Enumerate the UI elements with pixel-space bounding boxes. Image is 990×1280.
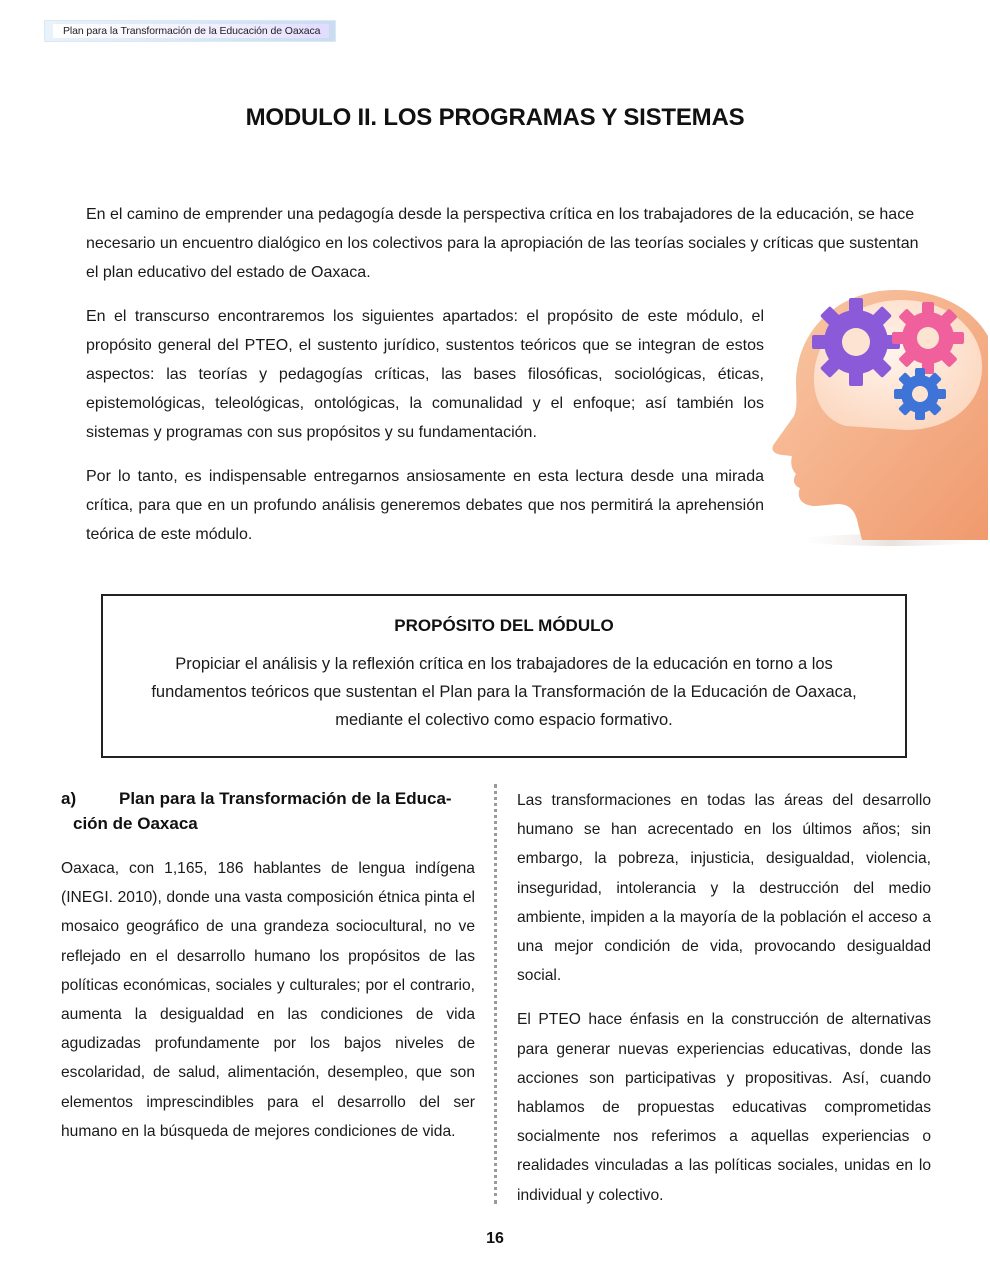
section-a-paragraph-2: Las transformaciones en todas las áreas del desarrollo humano se han acrecentado en los últimos años; sin embargo, la pobreza, injusticia, desigualdad, violencia, inseguridad, intolerancia y la destrucción del medio ambiente, impiden a la mayoría de la población el acceso a una mejor condición de vida, provocando desigualdad social. xyxy=(517,792,931,985)
purpose-text: Propiciar el análisis y la reflexión crítica en los trabajadores de la educación en torno a los fundamentos teóricos que sustentan el Plan para la Transformación de la Educación de Oaxaca, mediante el colectivo como espacio formativo. xyxy=(151,655,857,729)
intro-paragraph-1: En el camino de emprender una pedagogía desde la perspectiva crítica en los trabajadores de la educación, se hace necesario un encuentro dialógico en los colectivos para la apropiación de las teorías sociales y críticas que sustentan el plan educativo del estado de Oaxaca. xyxy=(86,206,919,281)
head-with-gears-icon xyxy=(766,284,990,552)
section-a-marker: a) xyxy=(61,789,77,808)
column-divider xyxy=(494,784,497,1204)
intro-paragraph-2: En el transcurso encontraremos los siguientes apartados: el propósito de este módulo, el propósito general del PTEO, el sustento jurídico, sustentos teóricos que se integran de estos aspectos: las teorías y pedagogías críticas, las bases filosóficas, sociológicas, éticas, epistemológicas, teleológicas, ontológicas, la comunalidad y el enfoque; así también los sistemas y programas con sus propósitos y su fundamentación. xyxy=(86,308,764,441)
section-a-heading-line1: Plan para la Transformación de la Educa- xyxy=(119,789,452,808)
intro-paragraph-3: Por lo tanto, es indispensable entregarnos ansiosamente en esta lectura desde una mirada crítica, para que en un profundo análisis generemos debates que nos permitirá la aprehensión teórica de este módulo. xyxy=(86,468,764,543)
section-a-heading xyxy=(61,786,475,836)
purpose-box xyxy=(101,594,907,758)
left-column xyxy=(61,786,475,1160)
gear-purple-icon xyxy=(812,298,900,386)
right-column xyxy=(517,786,931,1225)
section-a-paragraph-3: El PTEO hace énfasis en la construcción de alternativas para generar nuevas experiencias educativas, donde las acciones son participativas y propositivas. Así, cuando hablamos de propuestas educativas comprometidas socialmente nos referimos a aquellas experiencias o realidades vinculadas a las políticas sociales, unidas en lo individual y colectivo. xyxy=(517,1011,931,1204)
gear-blue-icon xyxy=(894,368,946,420)
running-header xyxy=(44,20,336,42)
section-a-paragraph-1: Oaxaca, con 1,165, 186 hablantes de lengua indígena (INEGI. 2010), donde una vasta composición étnica pinta el mosaico geográfico de una grandeza sociocultural, no ve reflejado en el desarrollo humano los propósitos de las políticas económicas, sociales y culturales; por el contrario, aumenta la desigualdad en las condiciones de vida agudizadas profundamente por los bajos niveles de escolaridad, de salud, alimentación, desempleo, que son elementos imprescindibles para el desarrollo del ser humano en la búsqueda de mejores condiciones de vida. xyxy=(61,860,475,1140)
gear-pink-icon xyxy=(892,302,964,374)
running-header-text: Plan para la Transformación de la Educación de Oaxaca xyxy=(63,25,321,37)
section-a-heading-line2: ción de Oaxaca xyxy=(73,814,198,833)
page-title: MODULO II. LOS PROGRAMAS Y SISTEMAS xyxy=(245,104,745,131)
purpose-title: PROPÓSITO DEL MÓDULO xyxy=(394,616,614,635)
page-number: 16 xyxy=(486,1230,504,1247)
